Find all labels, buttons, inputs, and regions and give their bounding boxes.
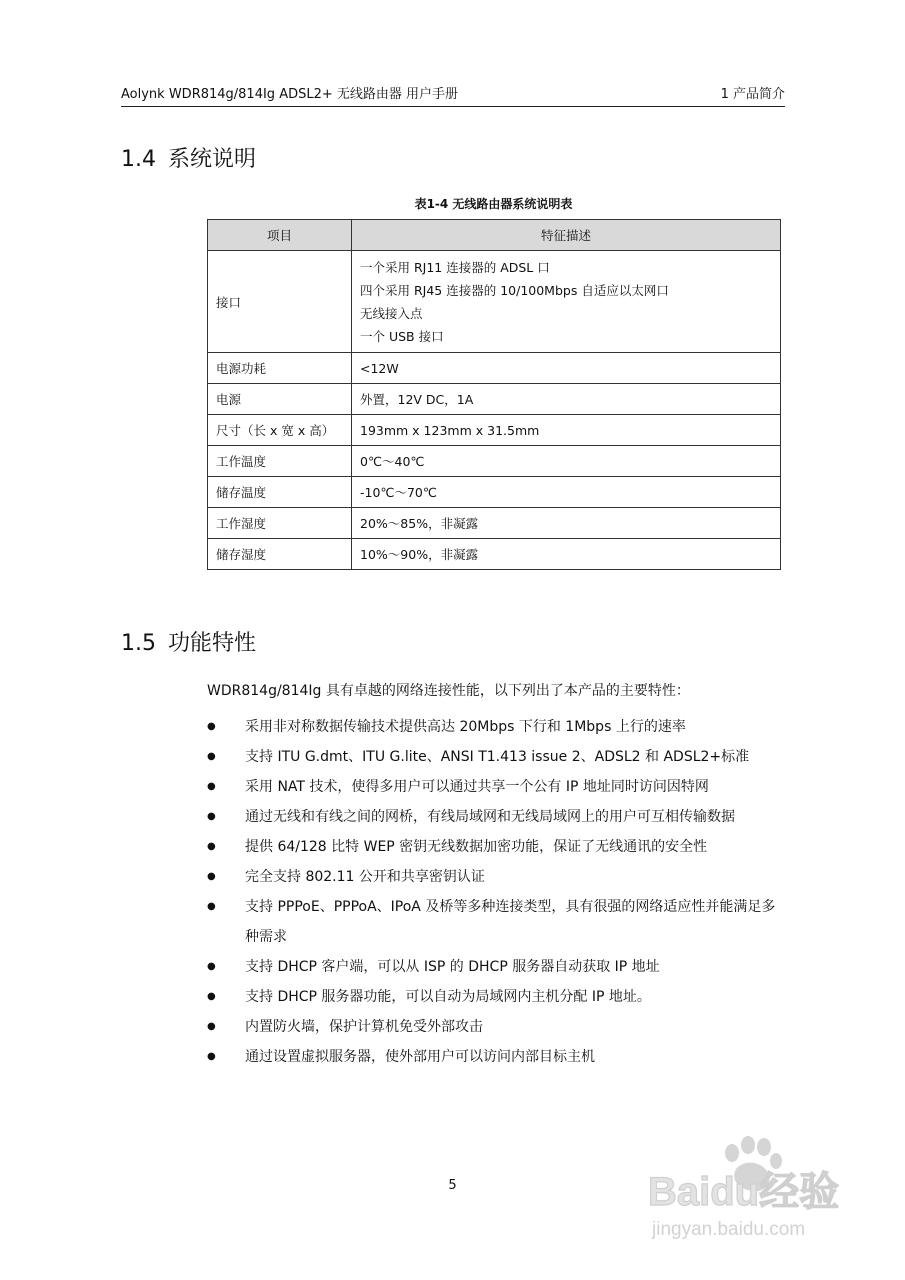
bullet-icon: ● xyxy=(207,751,216,762)
table-caption: 表1-4 无线路由器系统说明表 xyxy=(414,197,573,211)
description-line: 一个 USB 接口 xyxy=(360,328,444,344)
list-item xyxy=(207,742,787,772)
list-item xyxy=(207,1042,787,1072)
bullet-icon: ● xyxy=(207,781,216,792)
table-row xyxy=(208,251,781,353)
feature-text: 支持 DHCP 服务器功能，可以自动为局域网内主机分配 IP 地址。 xyxy=(245,989,651,1005)
column-header-item: 项目 xyxy=(208,220,352,251)
section-heading-system xyxy=(121,142,256,173)
row-item: 接口 xyxy=(208,251,352,353)
bullet-icon: ● xyxy=(207,961,216,972)
feature-text: 支持 DHCP 客户端，可以从 ISP 的 DHCP 服务器自动获取 IP 地址 xyxy=(245,959,660,975)
table-row xyxy=(208,508,781,539)
list-item xyxy=(207,952,787,982)
table-row xyxy=(208,384,781,415)
baidu-jingyan-watermark xyxy=(640,1135,870,1245)
list-item xyxy=(207,802,787,832)
row-item: 尺寸（长 x 宽 x 高） xyxy=(208,415,352,446)
bullet-icon: ● xyxy=(207,991,216,1002)
bullet-icon: ● xyxy=(207,871,216,882)
feature-text: 通过设置虚拟服务器，使外部用户可以访问内部目标主机 xyxy=(245,1049,595,1065)
watermark-brand: Baidu经验 xyxy=(648,1170,840,1214)
header-chapter: 1 产品简介 xyxy=(720,87,785,102)
bullet-icon: ● xyxy=(207,1021,216,1032)
list-item xyxy=(207,832,787,862)
bullet-icon: ● xyxy=(207,901,216,912)
table-row xyxy=(208,415,781,446)
row-item: 工作湿度 xyxy=(208,508,352,539)
list-item xyxy=(207,712,787,742)
row-value: 193mm x 123mm x 31.5mm xyxy=(352,415,781,446)
table-row xyxy=(208,539,781,570)
row-item: 储存湿度 xyxy=(208,539,352,570)
row-value: 外置，12V DC，1A xyxy=(352,384,781,415)
feature-text: 通过无线和有线之间的网桥，有线局域网和无线局域网上的用户可互相传输数据 xyxy=(245,809,735,825)
section-number: 1.5 xyxy=(121,631,156,656)
table-row xyxy=(208,353,781,384)
feature-text: 完全支持 802.11 公开和共享密钥认证 xyxy=(245,869,485,885)
bullet-icon: ● xyxy=(207,721,216,732)
section-title: 功能特性 xyxy=(168,631,257,656)
row-value: <12W xyxy=(352,353,781,384)
table-row xyxy=(208,446,781,477)
bullet-icon: ● xyxy=(207,841,216,852)
table-row xyxy=(208,477,781,508)
list-item xyxy=(207,772,787,802)
row-item: 工作温度 xyxy=(208,446,352,477)
feature-list xyxy=(207,712,787,1072)
feature-text: 支持 PPPoE、PPPoA、IPoA 及桥等多种连接类型，具有很强的网络适应性并能满足多种需求 xyxy=(245,899,776,945)
page-number: 5 xyxy=(448,1178,457,1193)
row-item: 电源功耗 xyxy=(208,353,352,384)
list-item xyxy=(207,982,787,1012)
row-value: 0℃～40℃ xyxy=(352,446,781,477)
list-item xyxy=(207,1012,787,1042)
system-spec-table xyxy=(207,219,781,570)
row-value: 20%～85%，非凝露 xyxy=(352,508,781,539)
row-value: 10%～90%，非凝露 xyxy=(352,539,781,570)
description-line: 无线接入点 xyxy=(360,305,423,321)
row-item: 电源 xyxy=(208,384,352,415)
bullet-icon: ● xyxy=(207,1051,216,1062)
page-header xyxy=(121,86,785,107)
feature-text: 采用 NAT 技术，使得多用户可以通过共享一个公有 IP 地址同时访问因特网 xyxy=(245,779,709,795)
description-line: 一个采用 RJ11 连接器的 ADSL 口 xyxy=(360,259,550,275)
section-number: 1.4 xyxy=(121,147,156,172)
bullet-icon: ● xyxy=(207,811,216,822)
row-item: 储存温度 xyxy=(208,477,352,508)
header-title: Aolynk WDR814g/814Ig ADSL2+ 无线路由器 用户手册 xyxy=(121,87,459,102)
features-intro: WDR814g/814Ig 具有卓越的网络连接性能，以下列出了本产品的主要特性： xyxy=(207,683,690,699)
watermark-url: jingyan.baidu.com xyxy=(652,1219,806,1240)
section-title: 系统说明 xyxy=(168,147,257,172)
list-item xyxy=(207,892,787,952)
feature-text: 采用非对称数据传输技术提供高达 20Mbps 下行和 1Mbps 上行的速率 xyxy=(245,719,686,735)
feature-text: 支持 ITU G.dmt、ITU G.lite、ANSI T1.413 issue 2、ADSL2 和 ADSL2+标准 xyxy=(245,749,750,765)
feature-text: 内置防火墙，保护计算机免受外部攻击 xyxy=(245,1019,483,1035)
row-description xyxy=(352,251,781,353)
description-line: 四个采用 RJ45 连接器的 10/100Mbps 自适应以太网口 xyxy=(360,282,669,298)
column-header-description: 特征描述 xyxy=(352,220,781,251)
row-value: -10℃～70℃ xyxy=(352,477,781,508)
feature-text: 提供 64/128 比特 WEP 密钥无线数据加密功能，保证了无线通讯的安全性 xyxy=(245,839,708,855)
list-item xyxy=(207,862,787,892)
section-heading-features xyxy=(121,626,256,657)
table-header-row xyxy=(208,220,781,251)
